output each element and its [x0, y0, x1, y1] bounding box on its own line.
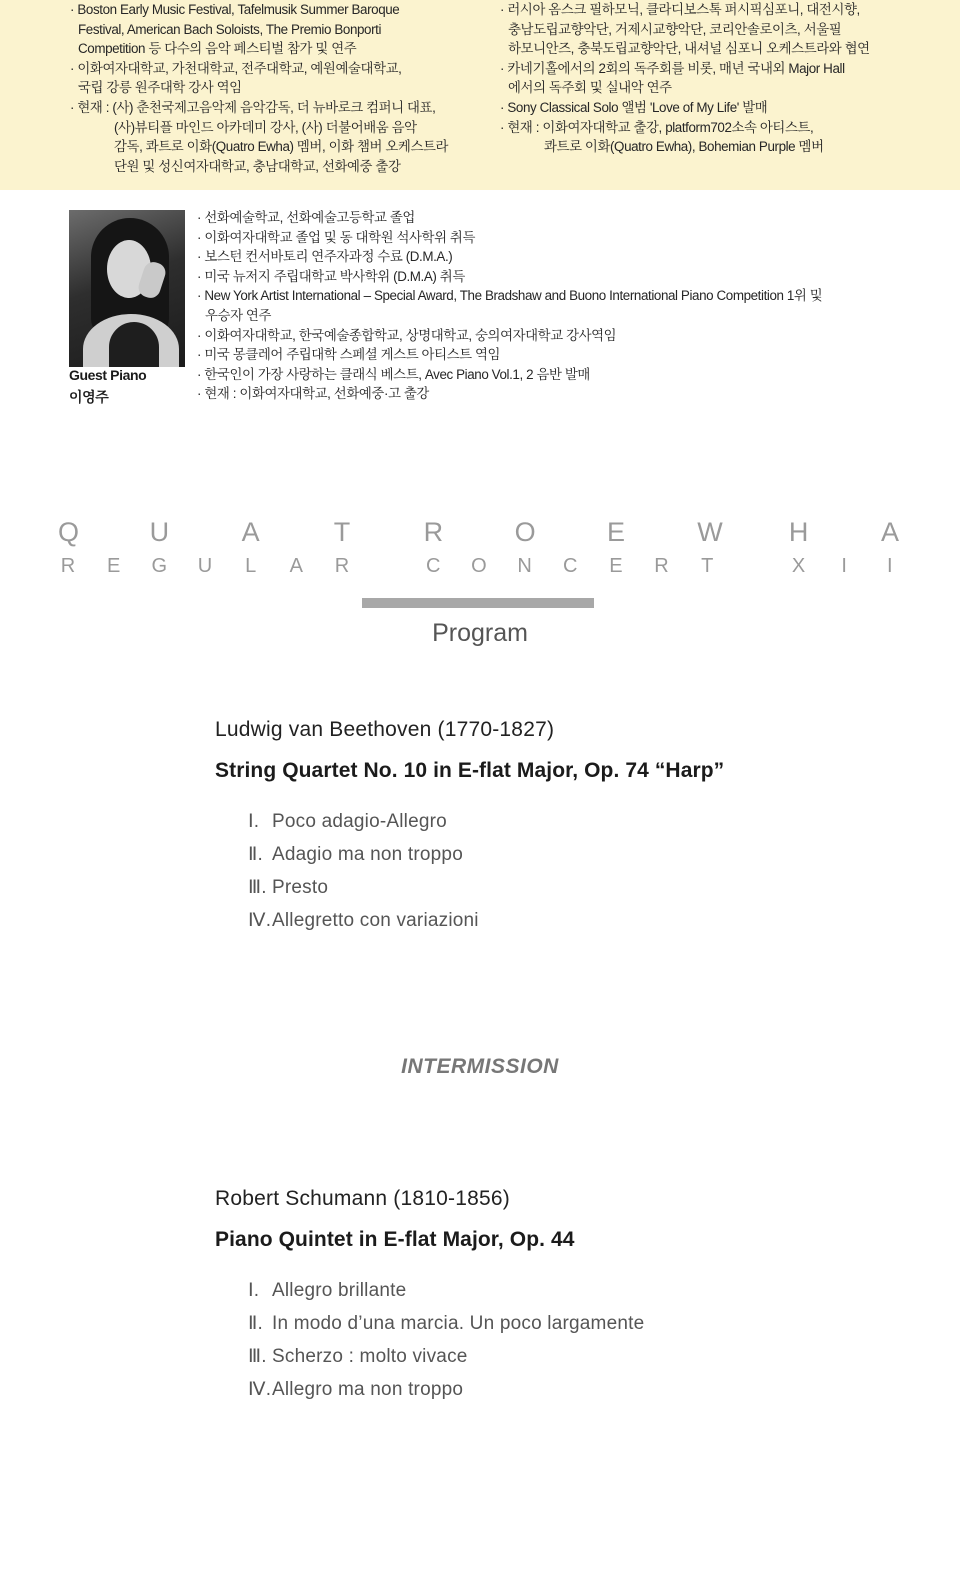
movement-item — [248, 1378, 915, 1411]
subtitle-letter: I — [841, 555, 847, 577]
title-letter: T — [333, 517, 351, 547]
performer-bio-band — [0, 0, 960, 190]
subtitle-letter: G — [151, 555, 168, 577]
movement-item — [248, 909, 915, 942]
movement-number: Ⅳ. — [248, 910, 272, 931]
subtitle-letter: O — [471, 555, 487, 577]
bio-line: · Boston Early Music Festival, Tafelmusik Summer Baroque — [70, 2, 400, 17]
program-piece-2 — [215, 1187, 915, 1411]
subtitle-letter: R — [334, 555, 350, 577]
work-title: String Quartet No. 10 in E-flat Major, Op. 74 “Harp” — [215, 759, 725, 782]
movement-title: Adagio ma non troppo — [272, 844, 463, 865]
title-letter: R — [423, 517, 444, 547]
subtitle-letter: I — [887, 555, 893, 577]
bio-line: (사)뷰티플 마인드 아카데미 강사, (사) 더불어배움 음악 — [114, 119, 417, 135]
performer-bio-right — [500, 0, 900, 157]
program-piece-1 — [215, 718, 915, 942]
bio-line: · 미국 몽클레어 주립대학 스페셜 게스트 아티스트 역임 — [197, 347, 501, 363]
movement-title: Allegretto con variazioni — [272, 910, 479, 931]
guest-role: Guest Piano — [69, 367, 147, 383]
performer-bio-left — [70, 0, 470, 176]
bio-line: 콰트로 이화(Quatro Ewha), Bohemian Purple 멤버 — [544, 139, 824, 155]
movement-number: Ⅲ. — [248, 877, 267, 898]
bio-line: · 미국 뉴저지 주립대학교 박사학위 (D.M.A) 취득 — [197, 268, 465, 284]
movement-number: Ⅱ. — [248, 1313, 264, 1334]
subtitle-letter: C — [426, 555, 441, 577]
ensemble-title — [58, 517, 900, 548]
subtitle-letter: E — [106, 555, 121, 577]
composer: Robert Schumann (1810-1856) — [215, 1187, 510, 1210]
subtitle-letter: T — [701, 555, 714, 577]
concert-subtitle — [58, 555, 900, 578]
movement-item — [248, 1312, 915, 1345]
bio-line: · 현재 : 이화여자대학교, 선화예중·고 출강 — [197, 386, 429, 402]
guest-name: 이영주 — [69, 389, 109, 405]
movement-title: Allegro ma non troppo — [272, 1379, 464, 1400]
title-letter: O — [514, 517, 536, 547]
guest-performer-section — [0, 205, 960, 415]
subtitle-letter — [378, 555, 398, 578]
title-divider — [362, 598, 594, 608]
bio-line: Festival, American Bach Soloists, The Premio Bonporti — [78, 21, 382, 37]
bio-line: 충남도립교향악단, 거제시교향악단, 코리안솔로이츠, 서울필 — [508, 21, 842, 37]
movement-title: Allegro brillante — [272, 1280, 407, 1301]
movement-list — [248, 1279, 915, 1411]
intermission-label: INTERMISSION — [401, 1055, 559, 1078]
title-letter: Q — [58, 517, 80, 547]
bio-line: · 보스턴 컨서바토리 연주자과정 수료 (D.M.A.) — [197, 249, 453, 265]
bio-line: · 이화여자대학교 졸업 및 동 대학원 석사학위 취득 — [197, 229, 476, 245]
title-letter: W — [697, 517, 723, 547]
subtitle-letter — [743, 555, 763, 578]
movement-number: Ⅲ. — [248, 1346, 267, 1367]
bio-line: 단원 및 성신여자대학교, 충남대학교, 선화예중 출강 — [114, 158, 401, 174]
movement-title: In modo d’una marcia. Un poco largamente — [272, 1313, 645, 1334]
bio-line: 감독, 콰트로 이화(Quatro Ewha) 멤버, 이화 챔버 오케스트라 — [114, 139, 449, 155]
subtitle-letter: N — [517, 555, 532, 577]
bio-line: 국립 강릉 원주대학 강사 역임 — [78, 80, 242, 96]
guest-portrait-photo — [69, 210, 185, 367]
bio-line: · 이화여자대학교, 한국예술종합학교, 상명대학교, 숭의여자대학교 강사역임 — [197, 327, 617, 343]
bio-line: · 카네기홀에서의 2회의 독주회를 비롯, 매년 국내외 Major Hall — [500, 60, 845, 76]
movement-item — [248, 1345, 915, 1378]
bio-line: · 현재 : (사) 춘천국제고음악제 음악감독, 더 뉴바로크 컴퍼니 대표, — [70, 99, 436, 115]
subtitle-letter: X — [791, 555, 806, 577]
bio-line: · Sony Classical Solo 앨범 'Love of My Life' 발매 — [500, 99, 768, 115]
title-letter: H — [788, 517, 809, 547]
work-title: Piano Quintet in E-flat Major, Op. 44 — [215, 1228, 575, 1251]
subtitle-letter: E — [609, 555, 623, 577]
movement-number: Ⅱ. — [248, 844, 264, 865]
movement-item — [248, 876, 915, 909]
movement-number: Ⅰ. — [248, 811, 260, 832]
bio-line: · New York Artist International – Special Award, The Bradshaw and Buono International Piano Competition 1위 및 — [197, 288, 823, 304]
subtitle-letter: R — [654, 555, 669, 577]
title-letter: A — [880, 517, 899, 547]
movement-title: Presto — [272, 877, 329, 898]
bio-line: 에서의 독주회 및 실내악 연주 — [508, 80, 672, 96]
bio-line: 우승자 연주 — [205, 307, 271, 323]
movement-number: Ⅰ. — [248, 1280, 260, 1301]
bio-line: · 한국인이 가장 사랑하는 클래식 베스트, Avec Piano Vol.1, 2 음반 발매 — [197, 366, 590, 382]
subtitle-letter: C — [562, 555, 578, 577]
bio-line: · 선화예술학교, 선화예술고등학교 졸업 — [197, 210, 415, 225]
movement-item — [248, 843, 915, 876]
composer: Ludwig van Beethoven (1770-1827) — [215, 718, 555, 741]
bio-line: Competition 등 다수의 음악 페스티벌 참가 및 연주 — [78, 41, 357, 57]
subtitle-letter: U — [197, 555, 213, 577]
subtitle-letter: L — [245, 555, 257, 577]
subtitle-letter: A — [289, 555, 303, 577]
title-letter: A — [241, 517, 260, 547]
program-heading: Program — [432, 619, 528, 647]
movement-item — [248, 1279, 915, 1312]
title-letter: E — [606, 517, 625, 547]
bio-line: · 이화여자대학교, 가천대학교, 전주대학교, 예원예술대학교, — [70, 60, 402, 76]
title-letter: U — [149, 517, 170, 547]
movement-list — [248, 810, 915, 942]
bio-line: · 현재 : 이화여자대학교 출강, platform702소속 아티스트, — [500, 119, 814, 135]
subtitle-letter: R — [60, 555, 76, 577]
guest-bio — [197, 208, 917, 404]
movement-item — [248, 810, 915, 843]
movement-title: Poco adagio-Allegro — [272, 811, 447, 832]
bio-line: 하모니안즈, 충북도립교향악단, 내셔널 심포니 오케스트라와 협연 — [508, 41, 870, 57]
movement-title: Scherzo : molto vivace — [272, 1346, 468, 1367]
bio-line: · 러시아 옴스크 필하모닉, 클라디보스톡 퍼시픽심포니, 대전시향, — [500, 2, 860, 17]
movement-number: Ⅳ. — [248, 1379, 272, 1400]
